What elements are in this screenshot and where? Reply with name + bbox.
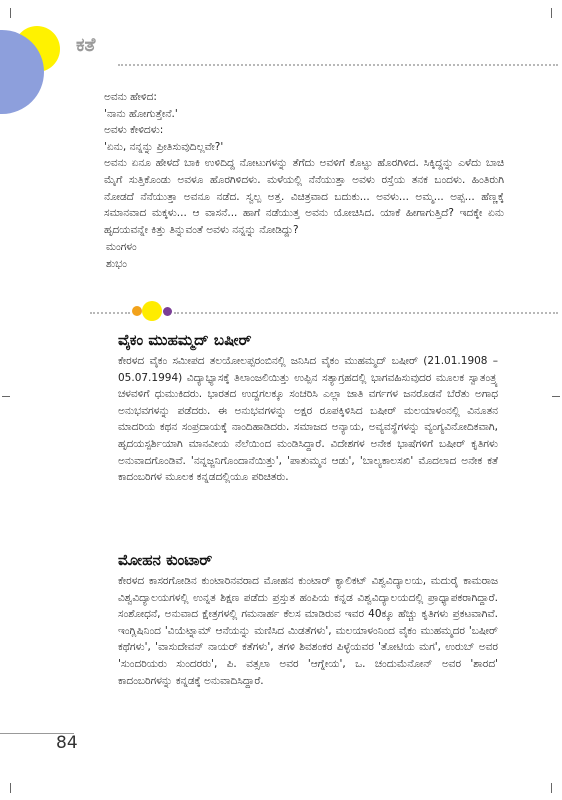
decorative-purple-dot xyxy=(163,307,172,316)
story-text xyxy=(104,89,504,273)
page-number: 84 xyxy=(56,733,78,753)
section-dotted-rule xyxy=(174,312,558,314)
author-bio-kuntar xyxy=(118,551,498,689)
section-dotted-rule-left xyxy=(90,312,130,314)
crop-mark xyxy=(10,783,11,793)
story-closing-shubham: ಶುಭಂ xyxy=(106,257,127,270)
crop-mark xyxy=(551,783,552,793)
crop-mark xyxy=(551,8,552,18)
author-bio: ಕೇರಳದ ಕಾಸರಗೋಡಿನ ಕುಂಟಾರಿನವರಾದ ಮೋಹನ ಕುಂಟಾರ್ ಕ್ಯಾಲಿಕಟ್ ವಿಶ್ವವಿದ್ಯಾಲಯ, ಮದುರೈ ಕಾಮರಾಜ ವಿಶ್ವವಿದ್ಯಾಲಯಗಳಲ್ಲಿ ಉನ್ನತ ಶಿಕ್ಷಣ ಪಡೆದು ಪ್ರಸ್ತುತ ಹಂಪಿಯ ಕನ್ನಡ ವಿಶ್ವವಿದ್ಯಾಲಯದಲ್ಲಿ ಪ್ರಾಧ್ಯಾಪಕರಾಗಿದ್ದಾರೆ. ಸಂಶೋಧನೆ, ಅನುವಾದ ಕ್ಷೇತ್ರಗಳಲ್ಲಿ ಗಮನಾರ್ಹ ಕೆಲಸ ಮಾಡಿರುವ ಇವರ 40ಕ್ಕೂ ಹೆಚ್ಚು ಕೃತಿಗಳು ಪ್ರಕಟವಾಗಿವೆ. ಇಂಗ್ಲಿಷಿನಿಂದ 'ವಿಯೆಟ್ನಾಮ್ ಆನೆಯನ್ನು ಮಣಿಸಿದ ಮಿಡತೆಗಳು', ಮಲಯಾಳಂನಿಂದ ವೈಕಂ ಮುಹಮ್ಮದರ 'ಬಷೀರ್ ಕಥೆಗಳು', 'ವಾಸುದೇವನ್ ನಾಯರ್ ಕತೆಗಳು', ತಗಳಿ ಶಿವಶಂಕರ ಪಿಳ್ಳೆಯವರ 'ತೋಟಿಯ ಮಗ', ಉರುಬ್ ಅವರ 'ಸುಂದರಿಯರು ಸುಂದರರು', ಪಿ. ವತ್ಸಲಾ ಅವರ 'ಆಗ್ನೇಯ', ಒ. ಚಂದುಮೆನೋನ್ ಅವರ 'ಶಾರದ' ಕಾದಂಬರಿಗಳನ್ನು ಕನ್ನಡಕ್ಕೆ ಅನುವಾದಿಸಿದ್ದಾರೆ. xyxy=(118,575,498,687)
author-name: ಮೋಹನ ಕುಂಟಾರ್ xyxy=(118,551,213,569)
header-dotted-rule xyxy=(118,64,558,66)
crop-mark xyxy=(552,396,560,397)
story-closing-mangalam: ಮಂಗಳಂ xyxy=(106,241,137,254)
story-line: ಅವಳು ಕೇಳಿದಳು: xyxy=(104,124,164,137)
author-name: ವೈಕಂ ಮುಹಮ್ಮದ್ ಬಷೀರ್ xyxy=(118,331,252,349)
decorative-yellow-dot xyxy=(142,301,162,321)
crop-mark xyxy=(2,396,10,397)
crop-mark xyxy=(10,8,11,18)
author-bio: ಕೇರಳದ ವೈಕಂ ಸಮೀಪದ ತಲಯೋಲಪ್ಪರಂಬಿನಲ್ಲಿ ಜನಿಸಿದ ವೈಕಂ ಮುಹಮ್ಮದ್ ಬಷೀರ್ (21.01.1908 – 05.07.1994) ವಿದ್ಯಾಭ್ಯಾಸಕ್ಕೆ ತಿಲಾಂಜಲಿಯಿತ್ತು ಉಪ್ಪಿನ ಸತ್ಯಾಗ್ರಹದಲ್ಲಿ ಭಾಗವಹಿಸುವುದರ ಮೂಲಕ ಸ್ವಾತಂತ್ರ್ಯ ಚಳವಳಿಗೆ ಧುಮುಕಿದರು. ಭಾರತದ ಉದ್ದಗಲಕ್ಕೂ ಸಂಚರಿಸಿ ಎಲ್ಲಾ ಜಾತಿ ವರ್ಗಗಳ ಜನರೊಡನೆ ಬೆರೆತು ಅಗಾಧ ಅನುಭವಗಳನ್ನು ಪಡೆದರು. ಈ ಅನುಭವಗಳನ್ನು ಅಕ್ಷರ ರೂಪಕ್ಕಿಳಿಸಿದ ಬಷೀರ್ ಮಲಯಾಳಂನಲ್ಲಿ ವಿನೂತನ ಮಾದರಿಯ ಕಥನ ಸಂಪ್ರದಾಯಕ್ಕೆ ನಾಂದಿಹಾಡಿದರು. ಸಮಾಜದ ಅನ್ಯಾಯ, ಅವ್ಯವಸ್ಥೆಗಳನ್ನು ವ್ಯಂಗ್ಯವಿನೋದಿಕವಾಗಿ, ಹೃದಯಸ್ಪರ್ಶಿಯಾಗಿ ಮಾನವೀಯ ನೆಲೆಯಿಂದ ಮಂಡಿಸಿದ್ದಾರೆ. ವಿದೇಶಗಳ ಅನೇಕ ಭಾಷೆಗಳಿಗೆ ಬಷೀರ್ ಕೃತಿಗಳು ಅನುವಾದಗೊಂಡಿವೆ. 'ನನ್ನಜ್ಜನಿಗೊಂದಾನೆಯಿತ್ತು', 'ಪಾತುಮ್ಮನ ಆಡು', 'ಬಾಲ್ಯಕಾಲಸಖಿ' ಮೊದಲಾದ ಅನೇಕ ಕತೆ ಕಾದಂಬರಿಗಳ ಮೂಲಕ ಕನ್ನಡದಲ್ಲಿಯೂ ಪರಿಚಿತರು. xyxy=(118,355,498,484)
section-title: ಕತೆ xyxy=(76,34,96,56)
decorative-orange-dot xyxy=(132,306,142,316)
author-bio-basheer xyxy=(118,331,498,486)
story-line: 'ಏನು, ನನ್ನನ್ನು ಪ್ರೀತಿಸುವುದಿಲ್ಲವೇ?' xyxy=(104,140,224,153)
story-line: 'ನಾನು ಹೋಗುತ್ತೇನೆ.' xyxy=(104,107,178,120)
story-paragraph: ಅವನು ಏನೂ ಹೇಳದೆ ಬಾಕಿ ಉಳಿದಿದ್ದ ನೋಟುಗಳನ್ನು ತೆಗೆದು ಅವಳಿಗೆ ಕೊಟ್ಟು ಹೊರಗಿಳಿದ. ಸಿಕ್ಕಿದ್ದನ್ನು ಎಳೆದು ಬಾಚಿ ಮೈಗೆ ಸುತ್ತಿಕೊಂಡು ಅವಳೂ ಹೊರಗಿಳಿದಳು. ಮಳೆಯಲ್ಲಿ ನೆನೆಯುತ್ತಾ ಅವಳು ರಸ್ತೆಯ ತನಕ ಬಂದಳು. ಹಿಂತಿರುಗಿ ನೋಡದೆ ನೆನೆಯುತ್ತಾ ಅವನೂ ನಡೆದ. ಸ್ವಲ್ಪ ಅತ್ತ. ವಿಚಿತ್ರವಾದ ಬದುಕು... ಅವಳು... ಅಮ್ಮ... ಅಪ್ಪ... ಹೆಣ್ಣಕ್ಕೆ ಸಮಾನವಾದ ಮಕ್ಕಳು... ಆ ವಾಸನೆ... ಹಾಗೆ ನಡೆಯುತ್ತ ಅವನು ಯೋಚಿಸಿದ. ಯಾಕೆ ಹೀಗಾಗುತ್ತಿದೆ? ಇದಕ್ಕೇ ಏನು ಹೃದಯವನ್ನೇ ಕಿತ್ತು ತಿನ್ನುವಂತೆ ಅವಳು ನನ್ನನ್ನು ನೋಡಿದ್ದು? xyxy=(104,157,504,236)
story-line: ಅವನು ಹೇಳಿದ: xyxy=(104,91,157,103)
